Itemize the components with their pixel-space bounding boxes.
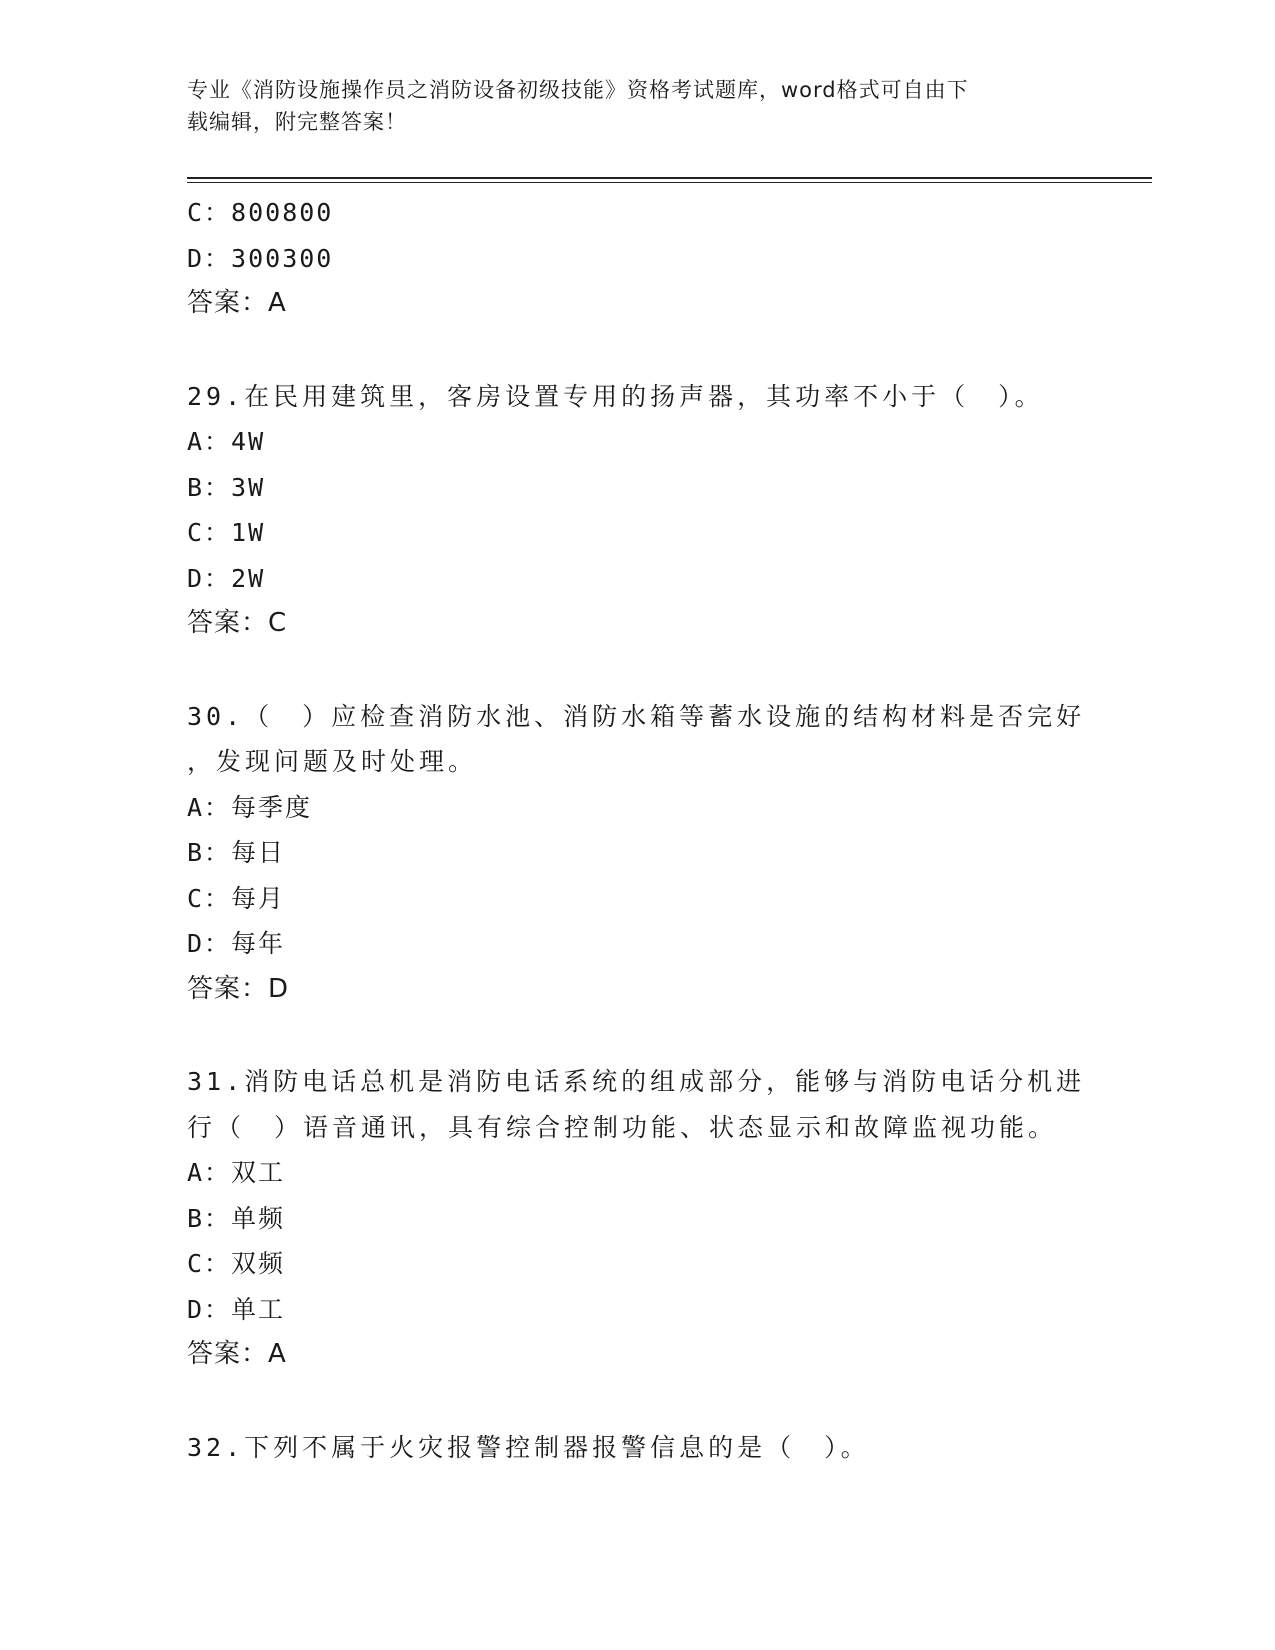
answer-line: 答案：C [187,608,288,638]
answer-line: 答案：A [187,1339,287,1369]
option-b: B：3W [187,472,266,502]
option-c: C：800800 [187,198,334,227]
question-32 [187,1425,1087,1471]
header-divider [187,177,1152,181]
option-d: D：每年 [187,929,286,958]
option-c: C：1W [187,518,266,547]
question-text: 29.在民用建筑里，客房设置专用的扬声器，其功率不小于（ ）。 [187,381,1044,411]
question-30 [187,694,1087,1013]
option-b: B：每日 [187,838,286,867]
option-b: B：单频 [187,1203,286,1233]
question-text: 32.下列不属于火灾报警控制器报警信息的是（ ）。 [187,1432,870,1462]
question-29 [187,374,1087,647]
question-text: 31.消防电话总机是消防电话系统的组成部分，能够与消防电话分机进 [187,1067,1086,1096]
option-a: A：每季度 [187,792,313,822]
option-c: C：每月 [187,883,286,913]
answer-line: 答案：D [187,973,290,1004]
previous-question-tail [187,190,1087,327]
option-a: A：4W [187,427,266,456]
header-line-2: 载编辑，附完整答案！ [187,110,407,134]
option-d: D：300300 [187,243,334,273]
option-d: D：单工 [187,1294,286,1324]
question-text-cont: ，发现问题及时处理。 [187,747,478,776]
question-text: 30.（ ）应检查消防水池、消防水箱等蓄水设施的结构材料是否完好 [187,701,1086,731]
question-text-cont: 行（ ）语音通讯，具有综合控制功能、状态显示和故障监视功能。 [187,1112,1058,1142]
question-31 [187,1059,1087,1378]
question-list [187,190,1087,1470]
header-line-1: 专业《消防设施操作员之消防设备初级技能》资格考试题库，word格式可自由下 [187,78,969,102]
page-header [187,74,1067,138]
option-a: A：双工 [187,1158,286,1187]
option-c: C：双频 [187,1249,286,1278]
answer-line: 答案：A [187,288,287,318]
option-d: D：2W [187,563,266,593]
